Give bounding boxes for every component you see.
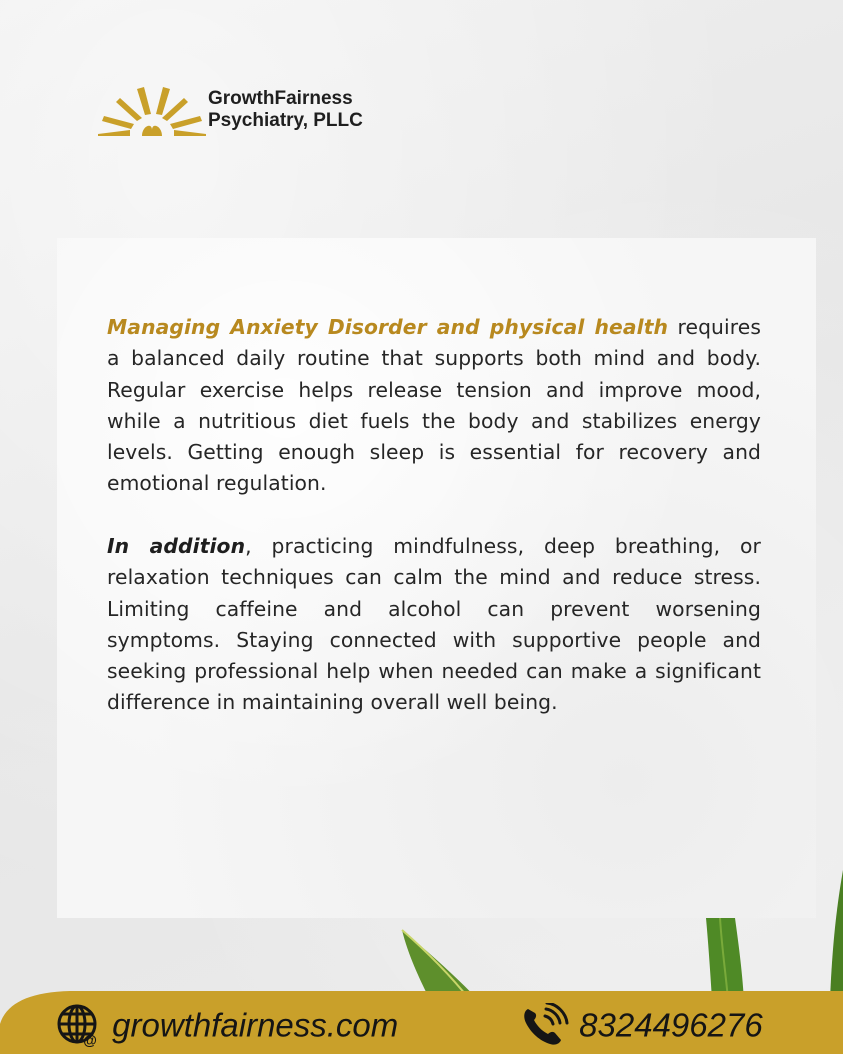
paragraph-2	[107, 531, 761, 719]
website-text: growthfairness.com	[112, 1006, 399, 1044]
phone-link[interactable]	[520, 1003, 763, 1043]
paragraph-2-text: , practicing mindfulness, deep breathing, or relaxation techniques can calm the mind and reduce stress. Limiting caffeine and alcohol can prevent worsening symptoms. Staying connected with supportive people and seeking professional help when needed can make a significant difference in maintaining overall well being.	[107, 534, 761, 715]
brand-name-line1: GrowthFairness	[208, 88, 353, 109]
paragraph-2-highlight: In addition	[107, 534, 246, 558]
paragraph-1	[107, 312, 761, 500]
sunburst-icon	[96, 84, 208, 140]
brand-logo	[96, 84, 396, 144]
brand-name-line2: Psychiatry, PLLC	[208, 110, 363, 131]
globe-icon	[55, 1003, 103, 1047]
website-link[interactable]	[55, 1003, 399, 1048]
paragraph-1-text: requires a balanced daily routine that supports both mind and body. Regular exercise helps release tension and improve mood, while a nutritious diet fuels the body and stabilizes energy levels. Getting enough sleep is essential for recovery and emotional regulation.	[107, 315, 761, 496]
brand-name	[208, 88, 363, 132]
paragraph-1-highlight: Managing Anxiety Disorder and physical health	[107, 315, 669, 339]
svg-text:@: @	[83, 1032, 97, 1048]
phone-text: 8324496276	[579, 1006, 763, 1044]
phone-icon	[520, 1003, 570, 1047]
